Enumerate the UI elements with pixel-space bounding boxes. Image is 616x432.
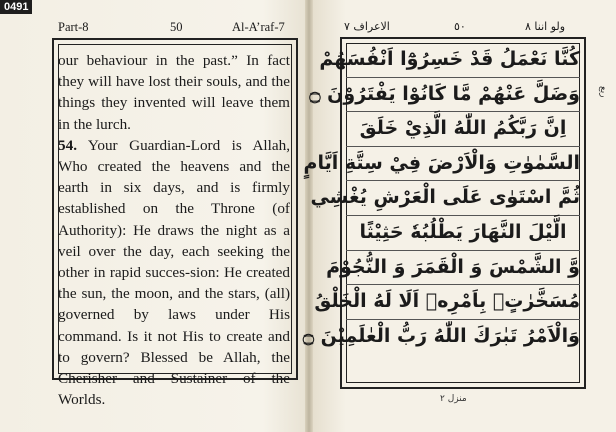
arabic-line: وَالْاَمْرُ تَبٰرَكَ اللّٰهُ رَبُّ الْعٰلَمِيْنَ ۝: [302, 324, 580, 347]
page-number: 50: [170, 20, 183, 34]
arabic-text: [302, 43, 580, 353]
arabic-line: السَّمٰوٰتِ وَالْاَرْضَ فِيْ سِتَّةِ اَيَّامٍ: [346, 147, 580, 182]
arabic-line: مُسَخَّرٰتٍۭ بِاَمْرِهٖ اَلَا لَهُ الْخَلْقُ: [346, 285, 580, 320]
arabic-line: ثُمَّ اسْتَوٰى عَلَى الْعَرْشِ يُغْشِي: [346, 181, 580, 216]
ruku-margin-mark: ربع: [598, 86, 608, 98]
paragraph-text: Your Guardian-Lord is Allah, Who created the heavens and the earth in six days, and is firmly established on the Throne (of Authority): He draws the night as a veil over the day, each seeking the other in rapid succes-sion: He created the sun, the moon, and the stars, (all) governed by laws under His command. Is it not His to create and to govern? Blessed be Allah, the Cherisher and Sustainer of the Worlds.: [58, 136, 290, 409]
paragraph-continuation: [58, 50, 290, 135]
arabic-part-label: ولو اننا ٨: [525, 20, 566, 33]
arabic-page-number: ٥٠: [454, 20, 466, 33]
arabic-line: كُنَّا نَعْمَلُ قَدْ خَسِرُوْٓا اَنْفُسَهُمْ: [346, 43, 580, 78]
translation-text: [58, 50, 290, 410]
arabic-line: اِنَّ رَبَّكُمُ اللّٰهُ الَّذِيْ خَلَقَ: [346, 112, 580, 147]
part-label: Part-8: [58, 20, 89, 34]
arabic-surah-label: الاعراف ٧: [344, 20, 390, 33]
image-id-tag: 0491: [0, 0, 32, 14]
surah-label: Al-A’raf-7: [232, 20, 285, 34]
book-gutter: [305, 0, 313, 432]
manzil-footer-mark: منزل ٢: [440, 394, 467, 404]
arabic-line: وَضَلَّ عَنْهُمْ مَّا كَانُوْا يَفْتَرُوْنَ ۝: [346, 78, 580, 113]
arabic-line: الَّيْلَ النَّهَارَ يَطْلُبُهٗ حَثِيْثًا: [346, 216, 580, 251]
paragraph-text: our behaviour in the past.” In fact they will have lost their souls, and the things they invented will leave them in the lurch.: [58, 52, 290, 133]
paragraph-verse-54: [58, 135, 290, 411]
verse-number: 54.: [58, 136, 77, 154]
arabic-line: وَّ الشَّمْسَ وَ الْقَمَرَ وَ النُّجُوْمَ: [346, 251, 580, 286]
